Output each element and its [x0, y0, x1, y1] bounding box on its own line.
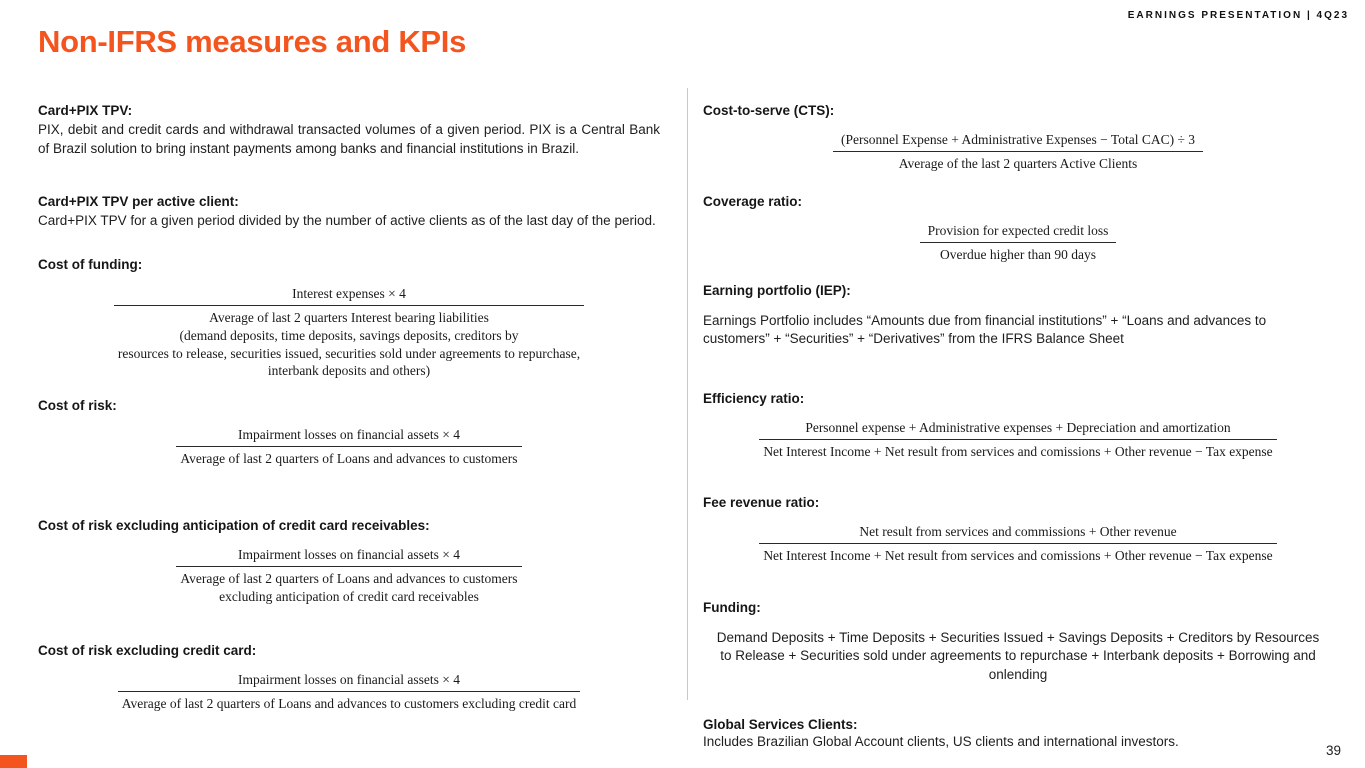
- fraction-denominator: [920, 243, 1117, 264]
- definition-cost-to-serve: [703, 103, 1333, 173]
- formula-coverage-ratio: [703, 223, 1333, 264]
- fraction: [759, 420, 1276, 461]
- definition-cost-of-risk: [38, 398, 660, 468]
- definition-title: Cost of risk excluding anticipation of credit card receivables:: [38, 517, 430, 533]
- definition-title: Coverage ratio:: [703, 193, 803, 209]
- fraction-denominator: [114, 306, 584, 380]
- fraction-denominator: [176, 447, 521, 468]
- definition-body: Demand Deposits + Time Deposits + Securities Issued + Savings Deposits + Creditors by Resources to Release + Securities sold under agreements to repurchase + Interbank deposits + Borrowing and onlending: [716, 629, 1320, 682]
- fraction-numerator: Impairment losses on financial assets × 4: [176, 547, 521, 567]
- definition-cost-of-risk-excluding-anticipation: [38, 518, 660, 606]
- definition-title: Cost of risk:: [38, 398, 117, 414]
- denominator-line: Average of last 2 quarters of Loans and advances to customers: [180, 451, 518, 467]
- formula-cost-of-risk-excluding-credit-card: [38, 672, 660, 713]
- definition-title: Card+PIX TPV per active client:: [38, 194, 239, 210]
- denominator-line: interbank deposits and others): [267, 363, 431, 379]
- page-title: Non-IFRS measures and KPIs: [38, 24, 467, 59]
- definition-card-pix-tpv-per-active-client: [38, 194, 660, 231]
- denominator-line: Average of last 2 quarters of Loans and advances to customers excluding credit card: [121, 695, 577, 711]
- fraction-denominator: [176, 567, 521, 606]
- definition-body: Earnings Portfolio includes “Amounts due from financial institutions” + “Loans and advances to customers” + “Securities” + “Derivatives” from the IFRS Balance Sheet: [703, 312, 1267, 347]
- definition-title: Efficiency ratio:: [703, 390, 805, 406]
- formula-cost-to-serve: [703, 132, 1333, 173]
- fraction-denominator: [759, 544, 1276, 565]
- fraction-numerator: Net result from services and commissions + Other revenue: [759, 524, 1276, 544]
- fraction: [920, 223, 1117, 264]
- denominator-line: Average of last 2 quarters Interest bearing liabilities: [209, 309, 489, 325]
- definition-coverage-ratio: [703, 194, 1333, 264]
- denominator-line: Average of the last 2 quarters Active Clients: [898, 156, 1138, 171]
- page-number: 39: [1325, 743, 1341, 758]
- definition-global-services-clients: [703, 717, 1333, 752]
- presentation-header-label: EARNINGS PRESENTATION | 4Q23: [1127, 10, 1349, 21]
- definition-title: Cost-to-serve (CTS):: [703, 103, 835, 118]
- denominator-line: Overdue higher than 90 days: [940, 246, 1096, 262]
- definition-body: Includes Brazilian Global Account clients, US clients and international investors.: [703, 734, 1179, 750]
- denominator-line: Net Interest Income + Net result from services and comissions + Other revenue − Tax expense: [763, 547, 1273, 563]
- denominator-line: Net Interest Income + Net result from services and comissions + Other revenue − Tax expense: [763, 443, 1273, 459]
- definition-earning-portfolio: [703, 283, 1333, 349]
- column-divider: [687, 88, 688, 700]
- definition-fee-revenue-ratio: [703, 495, 1333, 565]
- denominator-line: resources to release, securities issued, securities sold under agreements to repurchase,: [117, 345, 581, 361]
- fraction-numerator: Impairment losses on financial assets × 4: [118, 672, 580, 692]
- formula-cost-of-funding: [38, 286, 660, 380]
- fraction-denominator: [118, 692, 580, 713]
- fraction: [833, 132, 1203, 173]
- definition-title: Global Services Clients:: [703, 717, 858, 733]
- definition-title: Cost of funding:: [38, 256, 143, 272]
- denominator-line: Average of last 2 quarters of Loans and advances to customers: [180, 570, 518, 586]
- fraction-numerator: Provision for expected credit loss: [920, 223, 1117, 243]
- fraction-numerator: Interest expenses × 4: [114, 286, 584, 306]
- formula-efficiency-ratio: [703, 420, 1333, 461]
- definition-title: Card+PIX TPV:: [38, 103, 133, 118]
- definition-title: Funding:: [703, 599, 761, 615]
- definition-card-pix-tpv: [38, 103, 660, 158]
- formula-cost-of-risk-excluding-anticipation: [38, 547, 660, 606]
- fraction: [759, 524, 1276, 565]
- definition-title: Cost of risk excluding credit card:: [38, 642, 257, 658]
- fraction-numerator: (Personnel Expense + Administrative Expenses − Total CAC) ÷ 3: [833, 132, 1203, 152]
- fraction: [176, 427, 521, 468]
- left-column: [38, 103, 660, 712]
- definition-body: PIX, debit and credit cards and withdrawal transacted volumes of a given period. PIX is a Central Bank of Brazil solution to bring instant payments among banks and financial institutions in Brazil.: [38, 122, 660, 156]
- definition-title: Fee revenue ratio:: [703, 494, 820, 510]
- formula-fee-revenue-ratio: [703, 524, 1333, 565]
- fraction: [114, 286, 584, 380]
- right-column: [703, 103, 1333, 752]
- fraction-denominator: [833, 152, 1203, 173]
- definition-cost-of-risk-excluding-credit-card: [38, 643, 660, 713]
- definition-title: Earning portfolio (IEP):: [703, 282, 851, 298]
- fraction-numerator: Impairment losses on financial assets × 4: [176, 427, 521, 447]
- definition-funding: [703, 600, 1333, 685]
- fraction-numerator: Personnel expense + Administrative expenses + Depreciation and amortization: [759, 420, 1276, 440]
- fraction: [118, 672, 580, 713]
- denominator-line: excluding anticipation of credit card receivables: [219, 588, 479, 604]
- slide-accent-corner: [0, 755, 27, 768]
- denominator-line: (demand deposits, time deposits, savings deposits, creditors by: [179, 327, 519, 343]
- definition-efficiency-ratio: [703, 391, 1333, 461]
- fraction: [176, 547, 521, 606]
- formula-cost-of-risk: [38, 427, 660, 468]
- fraction-denominator: [759, 440, 1276, 461]
- definition-body: Card+PIX TPV for a given period divided by the number of active clients as of the last day of the period.: [38, 213, 656, 229]
- definition-cost-of-funding: [38, 257, 660, 380]
